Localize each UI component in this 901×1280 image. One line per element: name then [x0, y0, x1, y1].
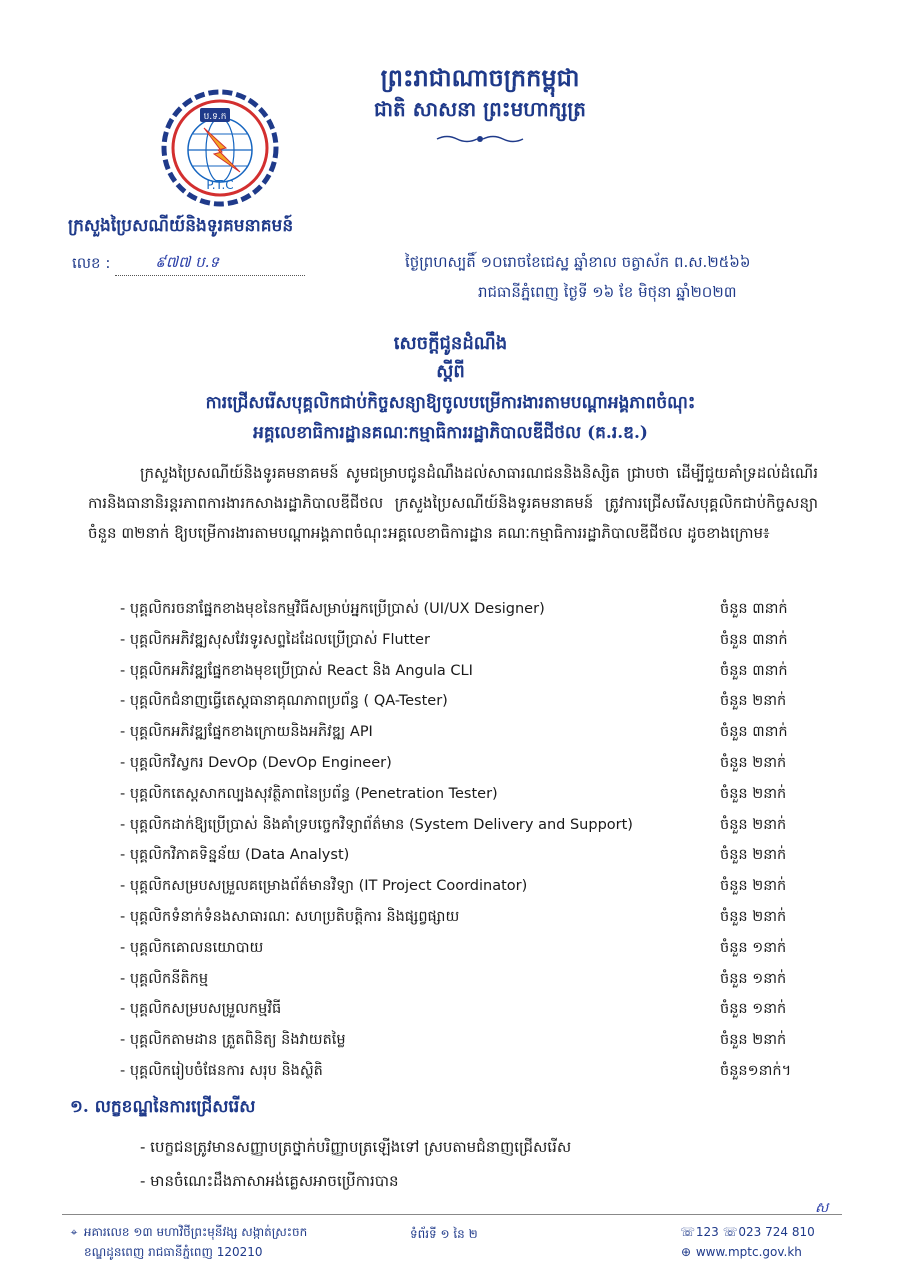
position-label: - បុគ្គលិកជំនាញធ្វើតេស្តធានាគុណភាពប្រព័ន្ធ ( QA-Tester): [120, 693, 448, 710]
list-item: [120, 686, 820, 717]
position-label: - បុគ្គលិកនីតិកម្ម: [120, 970, 209, 987]
list-item: [120, 594, 820, 625]
list-item: [120, 656, 820, 687]
list-item: [120, 902, 820, 933]
list-item: [120, 1056, 820, 1087]
position-count: ចំនួន ៣នាក់: [720, 631, 788, 648]
ref-label: លេខ :: [72, 254, 111, 272]
ministry-logo-icon: [160, 88, 280, 208]
page-number: ទំព័រទី ១ នៃ ២: [410, 1227, 478, 1241]
hotline: 123: [695, 1225, 719, 1239]
position-count: ចំនួន១នាក់។: [720, 1062, 792, 1079]
position-label: - បុគ្គលិកទំនាក់ទំនងសាធារណៈ សហប្រតិបត្តិការ និងផ្សព្វផ្សាយ: [120, 908, 460, 925]
position-label: - បុគ្គលិកអភិវឌ្ឍសុសវែរទូរសព្ទដៃដែលប្រើប្រាស់ Flutter: [120, 631, 430, 648]
list-item: [120, 994, 820, 1025]
phone-number: 023 724 810: [738, 1225, 815, 1239]
position-label: - បុគ្គលិកសម្របសម្រួលគម្រោងព័ត៌មានវិទ្យា (IT Project Coordinator): [120, 878, 528, 895]
subject-line-2: អគ្គលេខាធិការដ្ឋានគណៈកម្មាធិការរដ្ឋាភិបាលឌីជីថល (គ.រ.ឌ.): [253, 423, 648, 443]
footer-divider: [62, 1214, 842, 1215]
position-count: ចំនួន ២នាក់: [720, 908, 787, 925]
list-item: [120, 810, 820, 841]
position-label: - បុគ្គលិកអភិវឌ្ឍផ្នែកខាងក្រោយនិងអភិវឌ្ឍ API: [120, 724, 373, 741]
announcement-title: សេចក្ដីជូនដំណឹង: [393, 333, 508, 354]
logo-text-bottom: P.T.C: [206, 178, 234, 192]
title-block: [0, 330, 901, 448]
list-item: [120, 779, 820, 810]
position-label: - បុគ្គលិករៀបចំផែនការ សរុប និងស្ថិតិ: [120, 1062, 323, 1079]
address-line-2: ខណ្ឌដូនពេញ រាជធានីភ្នំពេញ 120210: [84, 1245, 263, 1259]
position-label: - បុគ្គលិកតេស្តសាកល្បងសុវត្ថិភាពនៃប្រព័ន្ធ (Penetration Tester): [120, 785, 498, 802]
phone-icon: ☏: [722, 1225, 738, 1239]
section-1-list: [140, 1130, 820, 1198]
list-item: [120, 1025, 820, 1056]
position-label: - បុគ្គលិកតាមដាន ត្រួតពិនិត្យ និងវាយតម្លៃ: [120, 1032, 346, 1049]
list-item: - មានចំណេះដឹងភាសាអង់គ្លេសអាចប្រើការបាន: [140, 1172, 399, 1190]
footer-contact: [680, 1222, 815, 1262]
position-count: ចំនួន ២នាក់: [720, 785, 787, 802]
positions-list: [120, 594, 820, 1087]
position-label: - បុគ្គលិកសម្របសម្រួលកម្មវិធី: [120, 1001, 282, 1018]
list-item: [120, 871, 820, 902]
list-item: [120, 933, 820, 964]
address-line-1: អគារលេខ ១៣ មហាវិថីព្រះមុនីវង្ស សង្កាត់ស្រះចក: [83, 1225, 308, 1239]
ornament-divider-icon: [435, 134, 525, 144]
position-label: - បុគ្គលិកវិភាគទិន្នន័យ (Data Analyst): [120, 847, 350, 864]
position-count: ចំនួន ២នាក់: [720, 847, 787, 864]
position-count: ចំនួន ២នាក់: [720, 878, 787, 895]
website-link[interactable]: www.mptc.gov.kh: [695, 1245, 802, 1259]
ref-value: ៩៧៧ ប.ទ: [155, 253, 219, 271]
position-count: ចំនួន ៣នាក់: [720, 662, 788, 679]
reference-number: [72, 254, 305, 276]
handwritten-initial: ស: [815, 1200, 829, 1216]
logo-text-top: ប.ទ.ក: [203, 112, 227, 122]
position-count: ចំនួន ១នាក់: [720, 939, 787, 956]
position-label: - បុគ្គលិករចនាផ្នែកខាងមុខនៃកម្មវិធីសម្រាប់អ្នកប្រើប្រាស់ (UI/UX Designer): [120, 601, 545, 617]
kingdom-motto: ជាតិ សាសនា ព្រះមហាក្សត្រ: [374, 97, 586, 121]
ministry-name: ក្រសួងប្រៃសណីយ៍និងទូរគមនាគមន៍: [68, 216, 294, 236]
phone-icon: ☏: [680, 1225, 696, 1239]
lunar-date: ថ្ងៃព្រហស្បតិ៍ ១០រោចខែជេស្ឋ ឆ្នាំខាល ចត្វាស័ក ព.ស.២៥៦៦: [405, 253, 751, 271]
subject-line-1: ការជ្រើសរើសបុគ្គលិកជាប់កិច្ចសន្យាឱ្យចូលបម្រើការងារតាមបណ្ដាអង្គភាពចំណុះ: [205, 393, 696, 413]
position-label: - បុគ្គលិកដាក់ឱ្យប្រើប្រាស់ និងគាំទ្របច្ចេកវិទ្យាព័ត៌មាន (System Delivery and Support): [120, 816, 633, 833]
list-item: [120, 717, 820, 748]
location-pin-icon: ⌖: [70, 1225, 78, 1239]
position-count: ចំនួន ២នាក់: [720, 1032, 787, 1049]
about-title: ស្ដីពី: [436, 361, 465, 382]
list-item: [120, 748, 820, 779]
position-count: ចំនួន ១នាក់: [720, 970, 787, 987]
kingdom-title: ព្រះរាជាណាចក្រកម្ពុជា: [380, 63, 580, 92]
footer-address: [68, 1222, 307, 1262]
solar-date: រាជធានីភ្នំពេញ ថ្ងៃទី ១៦ ខែ មិថុនា ឆ្នាំ២០២៣: [478, 283, 737, 301]
intro-paragraph: ក្រសួងប្រៃសណីយ៍និងទូរគមនាគមន៍ សូមជម្រាបជូនដំណឹងដល់សាធារណជននិងនិស្សិត ជ្រាបថា ដើម្បីជួយគាំទ្រដល់ដំណើរការនិងធានានិរន្តរភាពការងារកសាងរដ្ឋាភិបាលឌីជីថល ក្រសួងប្រៃសណីយ៍និងទូរគមនាគមន៍ ត្រូវការជ្រើសរើសបុគ្គលិកជាប់កិច្ចសន្យាចំនួន ៣២នាក់ ឱ្យបម្រើការងារតាមបណ្ដាអង្គភាពចំណុះអគ្គលេខាធិការដ្ឋាន គណៈកម្មាធិការរដ្ឋាភិបាលឌីជីថល ដូចខាងក្រោម៖: [88, 464, 818, 542]
section-1-heading: ១. លក្ខខណ្ឌនៃការជ្រើសរើស: [70, 1097, 256, 1117]
position-count: ចំនួន ២នាក់: [720, 816, 787, 833]
position-label: - បុគ្គលិកគោលនយោបាយ: [120, 939, 264, 956]
position-count: ចំនួន ១នាក់: [720, 1001, 787, 1018]
position-count: ចំនួន ២នាក់: [720, 754, 787, 771]
position-label: - បុគ្គលិកវិស្វករ DevOp (DevOp Engineer): [120, 754, 392, 771]
position-label: - បុគ្គលិកអភិវឌ្ឍផ្នែកខាងមុខប្រើប្រាស់ React និង Angula CLI: [120, 662, 473, 679]
globe-icon: ⊕: [680, 1245, 692, 1259]
list-item: - បេក្ខជនត្រូវមានសញ្ញាបត្រថ្នាក់បរិញ្ញាបត្រឡើងទៅ ស្របតាមជំនាញជ្រើសរើស: [140, 1138, 572, 1156]
ref-dotted-line: [115, 253, 305, 276]
list-item: [120, 840, 820, 871]
list-item: [120, 964, 820, 995]
position-count: ចំនួន ២នាក់: [720, 693, 787, 710]
position-count: ចំនួន ៣នាក់: [720, 601, 788, 617]
position-count: ចំនួន ៣នាក់: [720, 724, 788, 741]
kingdom-header: [300, 62, 660, 148]
list-item: [120, 625, 820, 656]
